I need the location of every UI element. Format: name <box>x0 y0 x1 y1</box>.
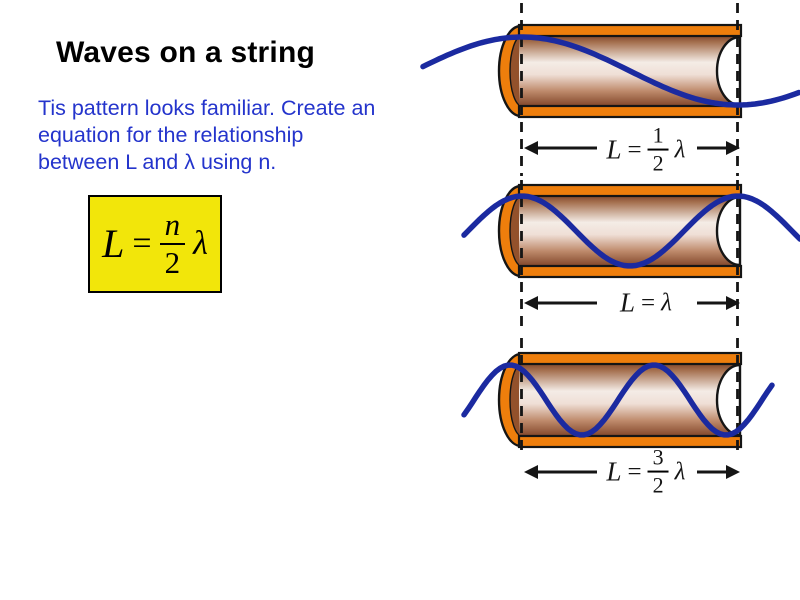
equation-equals: = <box>132 225 152 262</box>
label-equals: = <box>641 289 656 317</box>
equation-lambda: λ <box>193 225 208 262</box>
label-denominator: 2 <box>652 473 664 498</box>
tube-top-rim <box>519 353 741 364</box>
label-L: L <box>606 456 622 487</box>
tube-diagrams <box>400 0 800 600</box>
prompt-text <box>38 95 375 176</box>
prompt-line-2: equation for the relationship <box>38 123 304 147</box>
equation-numerator: n <box>160 209 186 245</box>
label-numerator: 1 <box>648 125 669 151</box>
length-label-one-lambda <box>620 287 672 318</box>
tube-top-rim <box>519 185 741 196</box>
label-denominator: 2 <box>652 151 664 176</box>
tube-bottom-rim <box>519 106 741 117</box>
label-lambda: λ <box>674 458 686 486</box>
length-label-half-lambda <box>606 122 686 176</box>
arrow-left-head-icon <box>524 296 538 310</box>
label-fraction <box>648 444 669 498</box>
tube-bottom-rim <box>519 436 741 447</box>
equation-L: L <box>102 221 125 266</box>
label-equals: = <box>627 136 642 164</box>
equation-fraction <box>160 209 186 278</box>
prompt-line-1: Tis pattern looks familiar. Create an <box>38 96 376 120</box>
label-lambda: λ <box>661 289 672 317</box>
label-L: L <box>620 287 636 318</box>
label-L: L <box>606 134 622 165</box>
arrow-left-head-icon <box>524 141 538 155</box>
tube-top-rim <box>519 25 741 36</box>
arrow-right-head-icon <box>726 465 740 479</box>
label-lambda: λ <box>674 136 686 164</box>
arrow-left-head-icon <box>524 465 538 479</box>
prompt-line-3: between L and λ using n. <box>38 150 277 174</box>
equation-denominator: 2 <box>164 245 181 280</box>
label-fraction <box>648 122 669 176</box>
length-label-three-halves-lambda <box>606 444 686 498</box>
label-numerator: 3 <box>648 447 669 473</box>
slide-title: Waves on a string <box>56 36 316 70</box>
equation-box <box>88 195 222 293</box>
label-equals: = <box>627 458 642 486</box>
